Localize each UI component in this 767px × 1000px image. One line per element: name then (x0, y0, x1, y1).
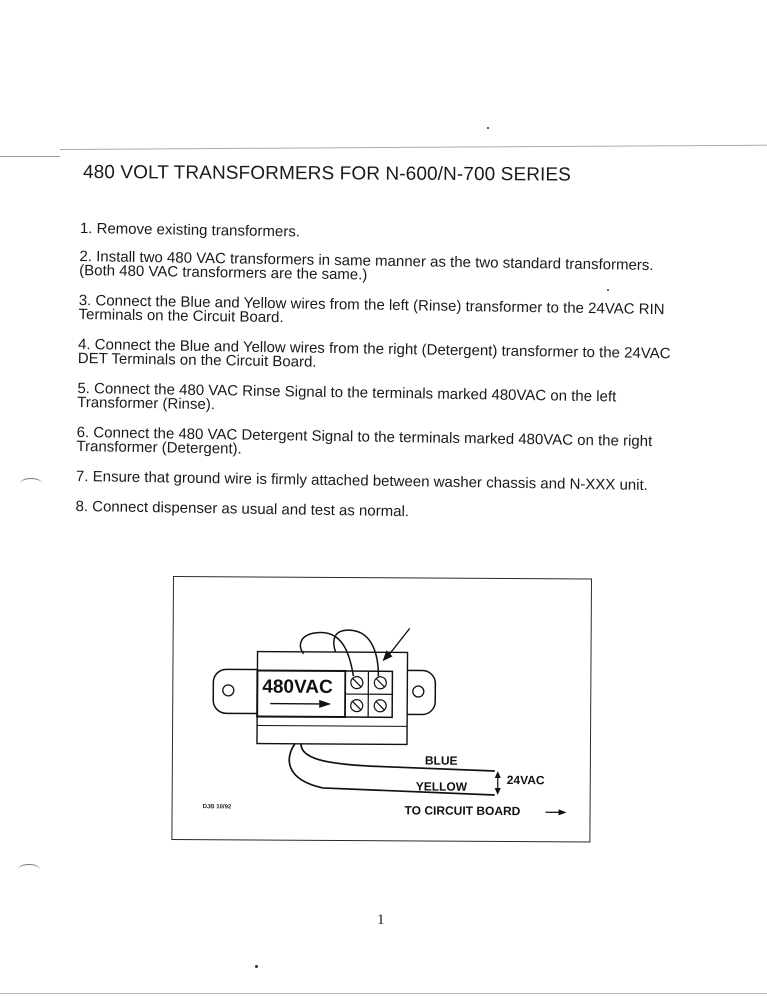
scan-bottom-rule (0, 993, 767, 994)
voltage-label: 480VAC (262, 676, 333, 698)
mounting-hole-right (413, 686, 424, 697)
speck (487, 127, 489, 129)
instruction-step: 2. Install two 480 VAC transformers in same manner as the two standard transformers. (Both 480 VAC transformers are the same.) (79, 247, 654, 284)
blue-wire (301, 744, 495, 771)
instruction-step: 4. Connect the Blue and Yellow wires from the right (Detergent) transformer to the 24VAC DET Terminals on the Circuit Board. (77, 335, 671, 371)
page-number: 1 (377, 912, 385, 928)
scan-top-rule (60, 145, 767, 150)
mounting-hole-left (223, 685, 234, 696)
drafter-initials: DJB 10/92 (202, 804, 232, 811)
instruction-step: 3. Connect the Blue and Yellow wires from the left (Rinse) transformer to the 24VAC RIN Terminals on the Circuit Board. (78, 291, 665, 327)
instruction-step: 6. Connect the 480 VAC Detergent Signal to the terminals marked 480VAC on the right Transformer (Detergent). (76, 423, 653, 458)
pointer-arrow (389, 628, 410, 655)
margin-mark (20, 478, 42, 489)
instruction-step: 7. Ensure that ground wire is firmly attached between washer chassis and N-XXX unit. (75, 467, 649, 494)
transformer-diagram (171, 576, 592, 843)
transformer-wiring-drawing (172, 577, 591, 842)
blue-wire-label: BLUE (424, 753, 458, 768)
yellow-wire-label: YELLOW (415, 779, 468, 794)
instruction-step: 5. Connect the 480 VAC Rinse Signal to the terminals marked 480VAC on the left Transformer (Rinse). (77, 379, 617, 414)
instruction-list (75, 222, 680, 539)
destination-arrow-head (559, 809, 567, 815)
destination-label: TO CIRCUIT BOARD (404, 803, 521, 819)
document-title: 480 VOLT TRANSFORMERS FOR N-600/N-700 SERIES (82, 162, 572, 186)
output-voltage-label: 24VAC (506, 773, 545, 788)
scan-top-rule (0, 156, 60, 157)
speck (255, 965, 258, 968)
instruction-step: 1. Remove existing transformers. (79, 220, 301, 241)
margin-mark (18, 864, 40, 875)
instruction-step: 8. Connect dispenser as usual and test as normal. (75, 497, 410, 521)
